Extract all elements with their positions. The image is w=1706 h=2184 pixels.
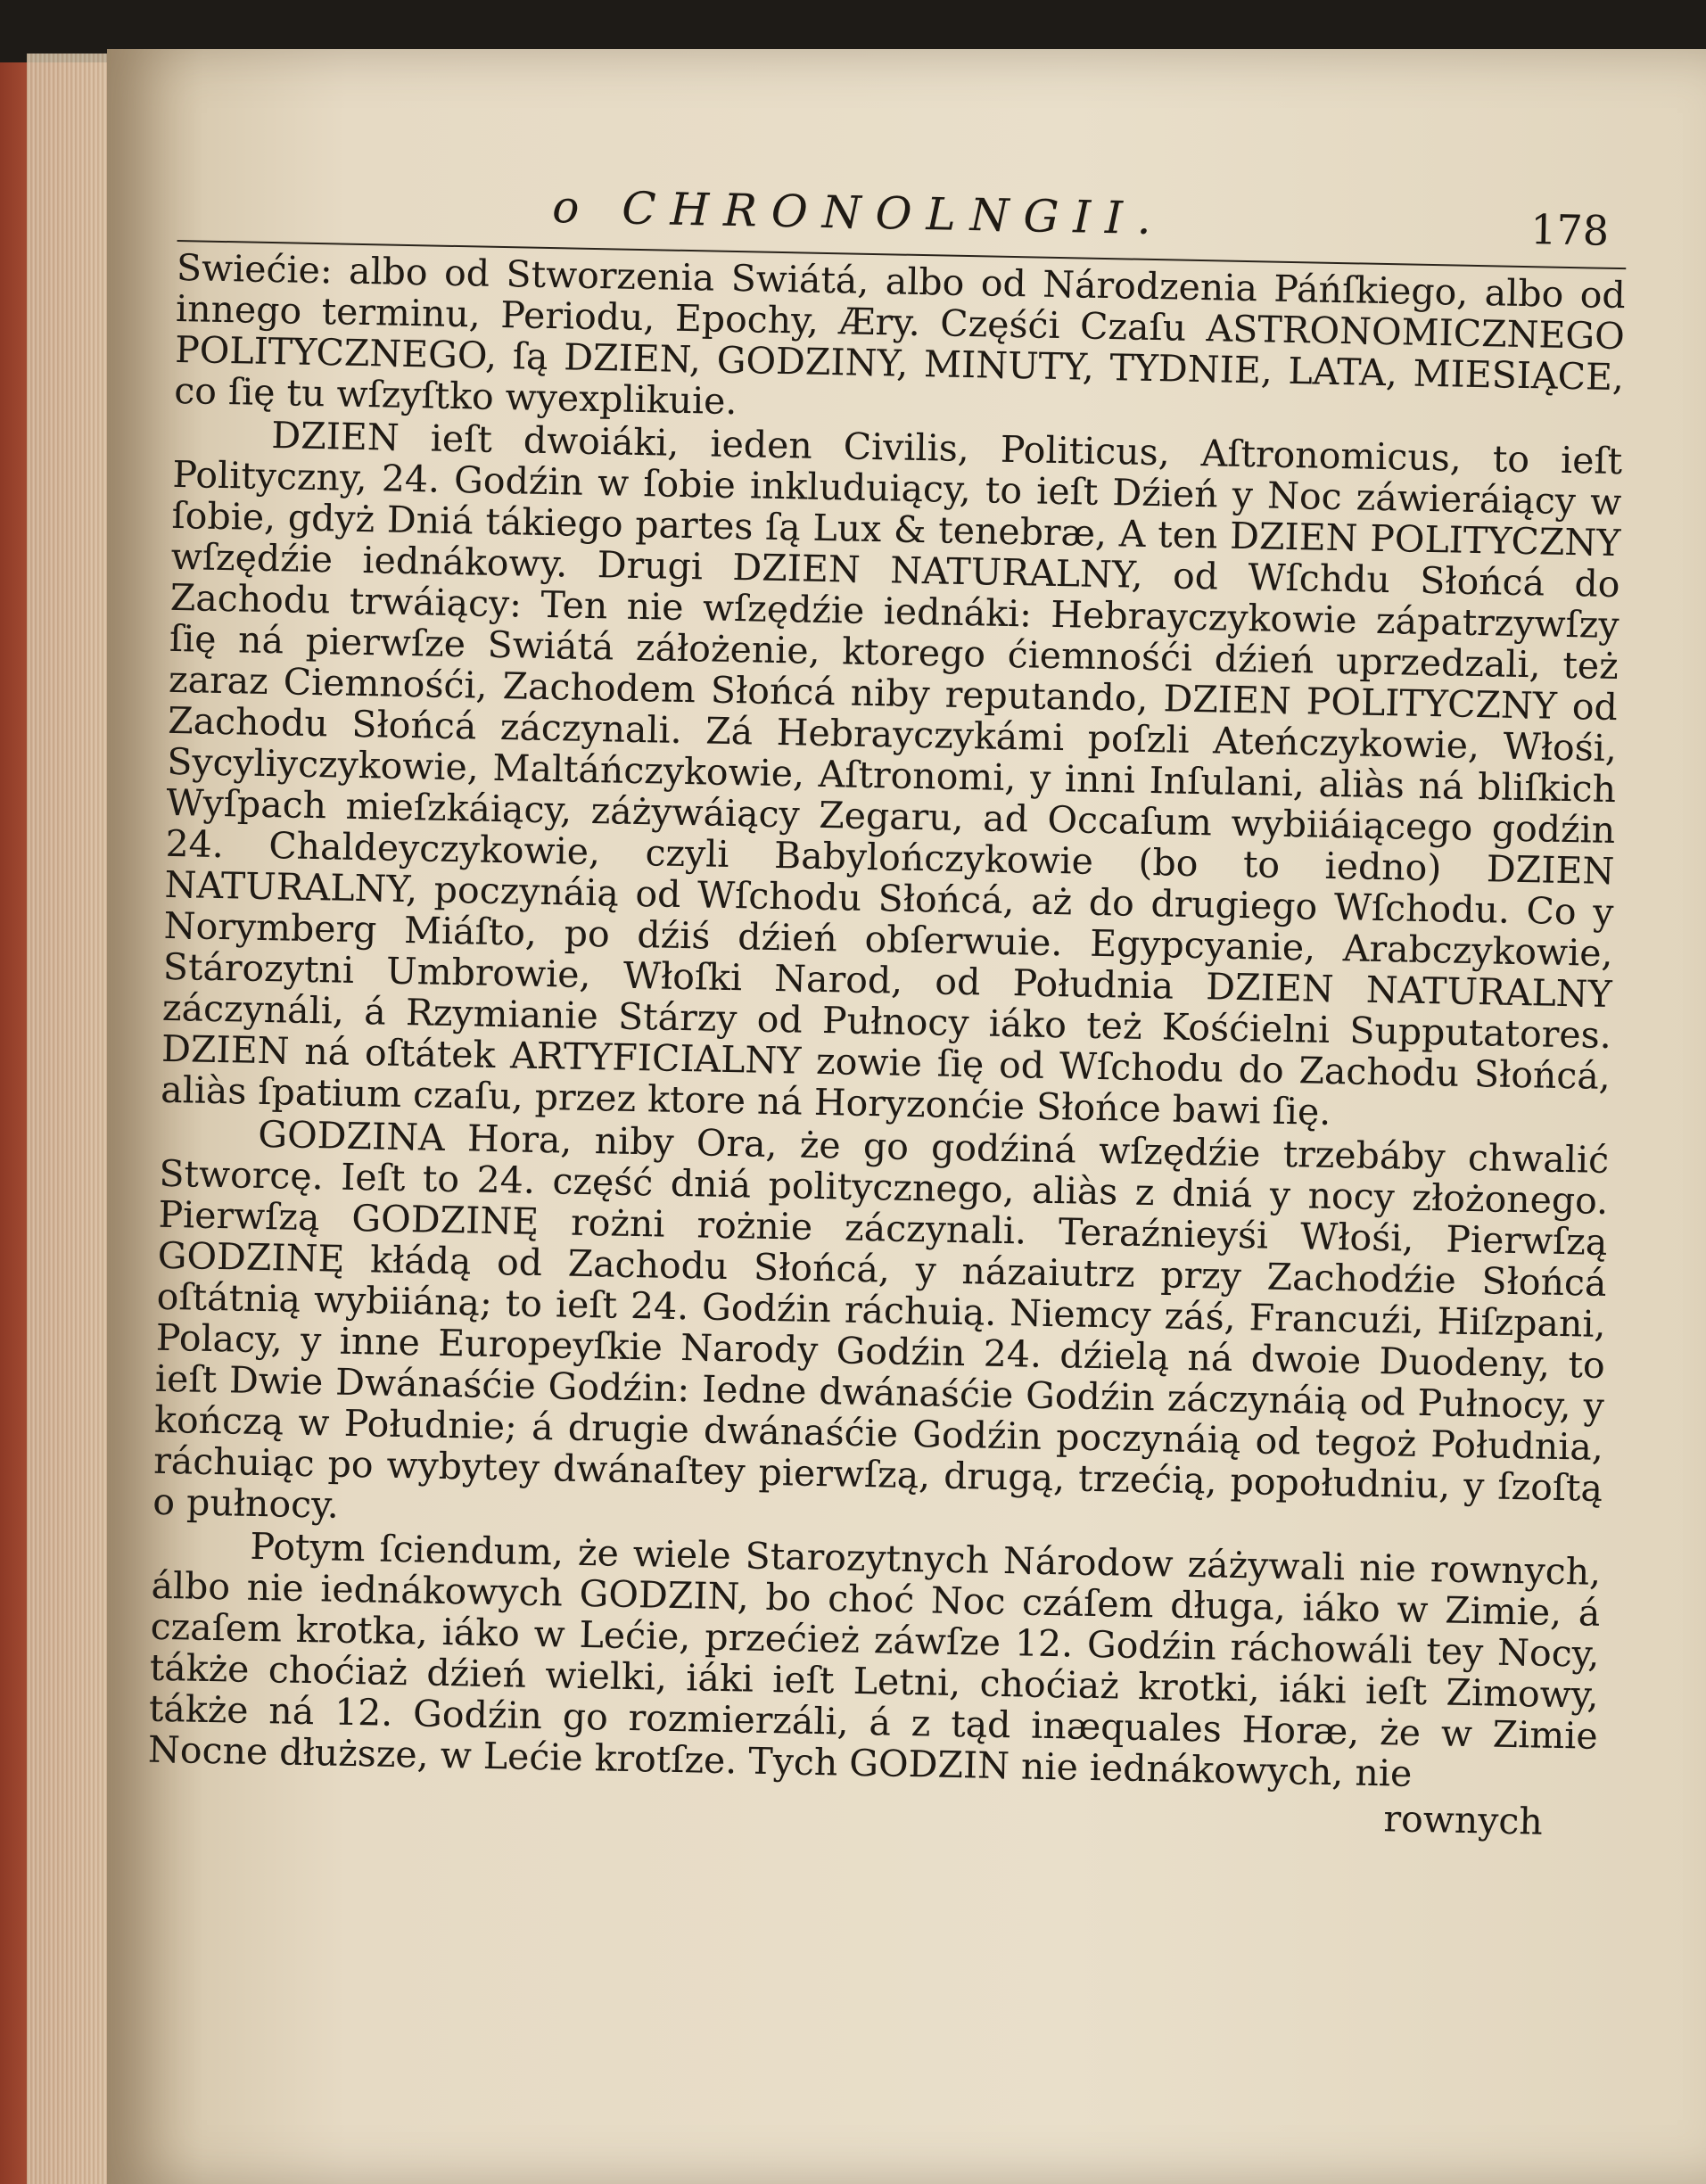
text-block <box>148 247 1626 1798</box>
catchword: rownych <box>1383 1797 1544 1843</box>
page <box>107 49 1706 2184</box>
paragraph-1: Swiećie: albo od Stworzenia Swiátá, albo od Národzenia Páńſkiego, albo od innego terminu, Periodu, Epochy, Æry. Częśći Czaſu ASTRONOMICZNEGO POLITYCZNEGO, ſą DZIEN, GODZINY, MINUTY, TYDNIE, LATA, MIESIĄCE, co ſię tu wſzyſtko wyexplikuie. <box>173 245 1627 424</box>
paragraph-dzien: DZIEN ieſt dwoiáki, ieden Civilis, Politicus, Aſtronomicus, to ieſt Polityczny, 24. Godźin w ſobie inkluduiący, to ieſt Dźień y Noc záwieráiący w ſobie, gdyż Dniá tákiego partes ſą Lux & tenebræ, A ten DZIEN POLITYCZNY wſzędźie iednákowy. Drugi DZIEN NATURALNY, od Wſchdu Słońcá do Zachodu trwáiący: Ten nie wſzędźie iednáki: Hebrayczykowie zápatrzywſzy ſię ná pierwſze Swiátá záłożenie, ktorego ćiemnośći dźień uprzedzali, też zaraz Ciemnośći, Zachodem Słońcá niby reputando, DZIEN POLITYCZNY od Zachodu Słońcá záczynali. Zá Hebrayczykámi poſzli Ateńczykowie, Włośi, Sycyliyczykowie, Maltáńczykowie, Aſtronomi, y inni Inſulani, aliàs ná bliſkich Wyſpach mieſzkáiący, záżywáiący Zegaru, ad Occaſum wybiiáiącego godźin 24. Chaldeyczykowie, czyli Babylończykowie (bo to iedno) DZIEN NATURALNY, poczynáią od Wſchodu Słońcá, aż do drugiego Wſchodu. Co y Norymberg Miáſto, po dźiś dźień obſerwuie. Egypcyanie, Arabczykowie, Stározytni Umbrowie, Włoſki Narod, od Południa DZIEN NATURALNY záczynáli, á Rzymianie Stárzy od Pułnocy iáko też Kośćielni Supputatores. DZIEN ná oſtátek ARTYFICIALNY zowie ſię od Wſchodu do Zachodu Słońcá, aliàs ſpatium czaſu, przez ktore ná Horyzonćie Słońce bawi ſię. <box>160 414 1623 1133</box>
page-content <box>142 174 1628 2128</box>
page-number: 178 <box>1529 205 1610 255</box>
paragraph-potym: Potym ſciendum, że wiele Starozytnych Národow záżywali nie rownych, álbo nie iednákowych GODZIN, bo choć Noc czáſem długa, iáko w Zimie, á czaſem krotka, iáko w Lećie, przećież záwſze 12. Godźin ráchowáli tey Nocy, tákże choćiaż dźień wielki, iáki ieſt Letni, choćiaż krotki, iáki ieſt Zimowy, tákże ná 12. Godźin go rozmierzáli, á z tąd inæquales Horæ, że w Zimie Nocne dłuższe, w Lećie krotſze. Tych GODZIN nie iednákowych, nie <box>147 1524 1602 1795</box>
paragraph-godzina: GODZINA Hora, niby Ora, że go godźiná wſzędźie trzebáby chwalić Stworcę. Ieſt to 24. część dniá politycznego, aliàs z dniá y nocy złożonego. Pierwſzą GODZINĘ rożni rożnie záczynali. Teraźnieyśi Włośi, Pierwſzą GODZINĘ kłádą od Zachodu Słońcá, y názaiutrz przy Zachodźie Słońcá oſtátnią wybiiáną; to ieſt 24. Godźin ráchuią. Niemcy záś, Francuźi, Hiſzpani, Polacy, y inne Europeyſkie Narody Godźin 24. dźielą ná dwoie Duodeny, to ieſt Dwie Dwánaśćie Godźin: Iedne dwánaśćie Godźin záczynáią od Pułnocy, y kończą w Południe; á drugie dwánaśćie Godźin poczynáią od tegoż Południa, ráchuiąc po wybytey dwánaſtey pierwſzą, drugą, trzećią, popołudniu, y ſzoſtą o pułnocy. <box>152 1112 1610 1527</box>
running-title: o CHRONOLNGII. <box>551 181 1166 245</box>
